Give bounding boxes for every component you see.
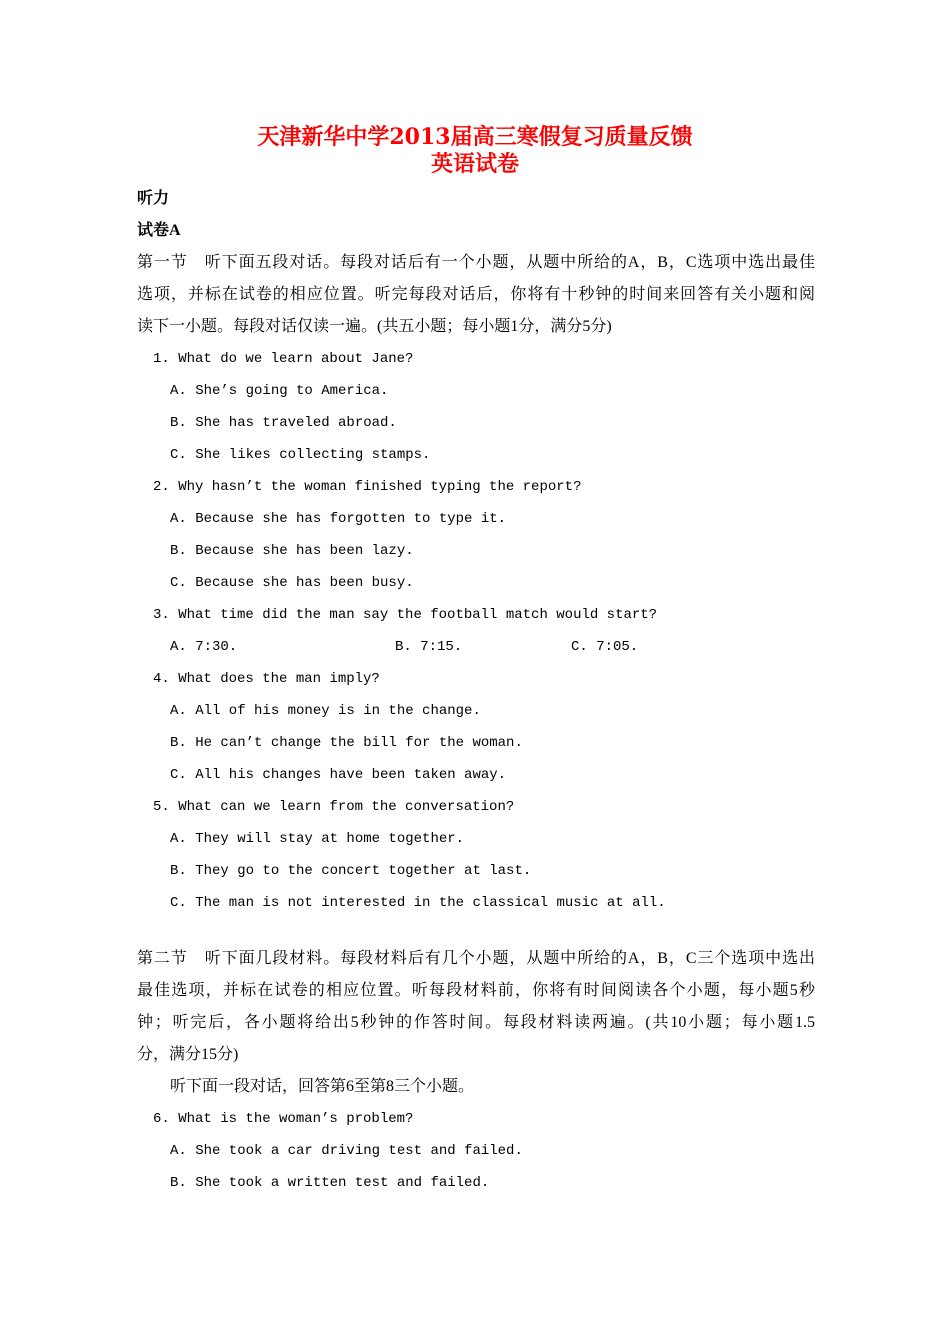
section-heading: 听力 <box>137 190 170 207</box>
option-b <box>395 631 571 663</box>
option-a <box>137 503 815 535</box>
option-text: She took a car driving test and failed. <box>195 1143 523 1159</box>
option-text: He can’t change the bill for the woman. <box>195 735 523 751</box>
question-stem <box>137 343 815 375</box>
part1-intro-line: 读下一小题。每段对话仅读一遍。(共五小题；每小题1分，满分5分) <box>137 318 612 335</box>
option-label: C. <box>571 639 588 655</box>
paper-label: 试卷A <box>137 222 181 239</box>
option-c <box>571 631 638 663</box>
option-text: She likes collecting stamps. <box>195 447 431 463</box>
part1-intro <box>137 247 815 343</box>
option-text: All his changes have been taken away. <box>195 767 507 783</box>
option-text: She has traveled abroad. <box>195 415 397 431</box>
question-number: 6. <box>153 1111 170 1127</box>
option-c <box>137 439 815 471</box>
option-a <box>137 823 815 855</box>
option-text: Because she has forgotten to type it. <box>195 511 507 527</box>
option-text: They go to the concert together at last. <box>195 863 532 879</box>
option-text: She took a written test and failed. <box>195 1175 490 1191</box>
question-text: What time did the man say the football match would start? <box>178 607 658 623</box>
option-label: B. <box>395 639 412 655</box>
exam-title-line1: 天津新华中学2013届高三寒假复习质量反馈 <box>257 124 693 150</box>
part1-intro-line: 第一节 听下面五段对话。每段对话后有一个小题，从题中所给的A，B，C选项中选出最佳 <box>137 254 815 271</box>
exam-title-line2: 英语试卷 <box>430 151 519 177</box>
question-3 <box>137 599 815 663</box>
question-2 <box>137 471 815 599</box>
question-6 <box>137 1103 815 1199</box>
part2-intro-line: 分，满分15分) <box>137 1046 239 1063</box>
option-label: C. <box>170 895 187 911</box>
exam-content <box>137 183 815 1199</box>
option-text: Because she has been lazy. <box>195 543 414 559</box>
question-5 <box>137 791 815 919</box>
exam-title <box>0 124 950 178</box>
option-text: 7:05. <box>596 639 639 655</box>
question-number: 3. <box>153 607 170 623</box>
option-row <box>137 631 815 663</box>
part1-intro-line: 选项，并标在试卷的相应位置。听完每段对话后，你将有十秒钟的时间来回答有关小题和阅 <box>137 286 815 303</box>
option-c <box>137 567 815 599</box>
option-label: A. <box>170 831 187 847</box>
option-label: B. <box>170 735 187 751</box>
option-label: C. <box>170 575 187 591</box>
option-text: They will stay at home together. <box>195 831 465 847</box>
option-label: B. <box>170 415 187 431</box>
question-stem <box>137 599 815 631</box>
part2-intro-line: 钟；听完后，各小题将给出5秒钟的作答时间。每段材料读两遍。(共10小题；每小题1.5 <box>137 1014 815 1031</box>
option-label: A. <box>170 383 187 399</box>
option-b <box>137 535 815 567</box>
question-text: What does the man imply? <box>178 671 380 687</box>
question-stem <box>137 471 815 503</box>
question-stem <box>137 791 815 823</box>
dialogue-instruction: 听下面一段对话，回答第6至第8三个小题。 <box>170 1078 475 1095</box>
option-label: B. <box>170 543 187 559</box>
option-b <box>137 727 815 759</box>
option-text: She’s going to America. <box>195 383 389 399</box>
option-label: A. <box>170 511 187 527</box>
part2-intro <box>137 943 815 1071</box>
option-c <box>137 887 815 919</box>
question-text: Why hasn’t the woman finished typing the report? <box>178 479 582 495</box>
option-label: B. <box>170 863 187 879</box>
question-number: 5. <box>153 799 170 815</box>
option-text: The man is not interested in the classical music at all. <box>195 895 666 911</box>
option-a <box>137 375 815 407</box>
part2-intro-line: 第二节 听下面几段材料。每段材料后有几个小题，从题中所给的A，B，C三个选项中选出 <box>137 950 815 967</box>
question-number: 4. <box>153 671 170 687</box>
section-spacer <box>137 919 815 943</box>
option-a <box>170 631 395 663</box>
question-number: 1. <box>153 351 170 367</box>
question-4 <box>137 663 815 791</box>
option-b <box>137 407 815 439</box>
question-text: What can we learn from the conversation? <box>178 799 515 815</box>
option-a <box>137 1135 815 1167</box>
option-label: A. <box>170 703 187 719</box>
option-label: C. <box>170 447 187 463</box>
question-1 <box>137 343 815 471</box>
part2-intro-line: 最佳选项，并标在试卷的相应位置。听每段材料前，你将有时间阅读各个小题，每小题5秒 <box>137 982 815 999</box>
option-a <box>137 695 815 727</box>
question-text: What is the woman’s problem? <box>178 1111 414 1127</box>
option-label: A. <box>170 1143 187 1159</box>
option-label: C. <box>170 767 187 783</box>
question-stem <box>137 1103 815 1135</box>
option-text: All of his money is in the change. <box>195 703 481 719</box>
question-stem <box>137 663 815 695</box>
option-text: 7:30. <box>195 639 238 655</box>
question-text: What do we learn about Jane? <box>178 351 414 367</box>
question-number: 2. <box>153 479 170 495</box>
option-text: Because she has been busy. <box>195 575 414 591</box>
option-b <box>137 855 815 887</box>
option-text: 7:15. <box>420 639 463 655</box>
option-label: A. <box>170 639 187 655</box>
option-b <box>137 1167 815 1199</box>
option-label: B. <box>170 1175 187 1191</box>
option-c <box>137 759 815 791</box>
